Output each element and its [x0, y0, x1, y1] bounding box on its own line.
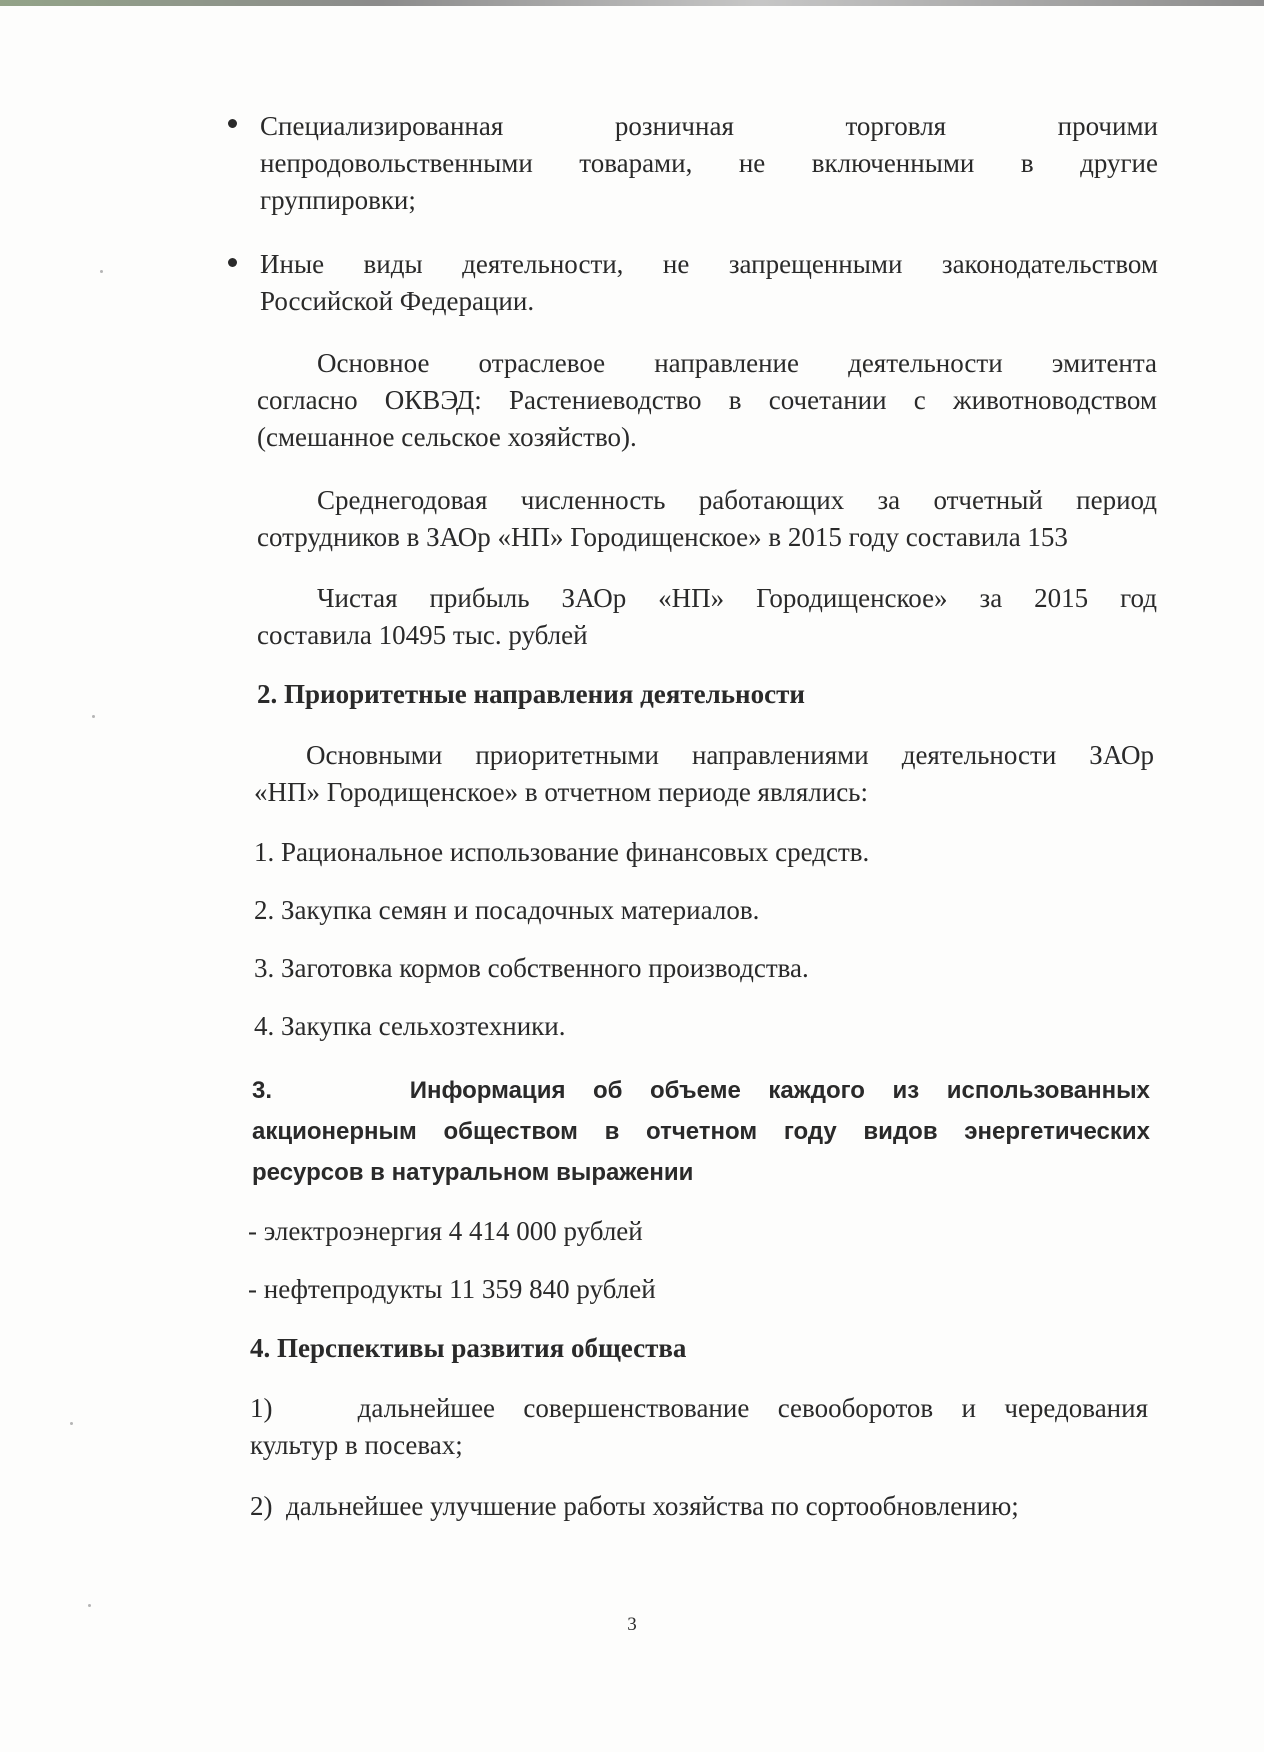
heading-text: 4. Перспективы развития общества [250, 1333, 687, 1363]
list-item: 2. Закупка семян и посадочных материалов. [254, 895, 760, 925]
heading-line: акционерным обществом в отчетном году видов энергетических [252, 1118, 1150, 1145]
text-line: сотрудников в ЗАОр «НП» Городищенское» в 2015 году составила 153 [257, 522, 1068, 552]
list-item: 3. Заготовка кормов собственного производства. [254, 953, 809, 983]
text-line: Иные виды деятельности, не запрещенными законодательством [260, 249, 1158, 279]
bullet-dot [228, 258, 237, 267]
text-line: составила 10495 тыс. рублей [257, 620, 588, 650]
section-4-heading [250, 1330, 1150, 1367]
section-2-intro [254, 737, 1154, 811]
section-2-item [254, 1008, 1154, 1045]
section-2-item [254, 950, 1154, 987]
paragraph-staff [257, 482, 1157, 556]
paragraph-profit [257, 580, 1157, 654]
text-line: 1) дальнейшее совершенствование севооборотов и чередования [250, 1393, 1148, 1423]
text-line: Среднегодовая численность работающих за отчетный период [317, 485, 1157, 515]
section-4-item [250, 1488, 1150, 1525]
energy-item [248, 1213, 1148, 1250]
section-2-heading [257, 676, 1157, 713]
text-line: 2) дальнейшее улучшение работы хозяйства по сортообновлению; [250, 1491, 1019, 1521]
text-line: Специализированная розничная торговля прочими [260, 111, 1158, 141]
text-line: группировки; [260, 185, 416, 215]
scan-speck [88, 1604, 91, 1607]
section-4-item [250, 1390, 1148, 1464]
list-item: 1. Рациональное использование финансовых средств. [254, 837, 870, 867]
section-2-item [254, 892, 1154, 929]
text-line: непродовольственными товарами, не включенными в другие [260, 148, 1158, 178]
text-line: культур в посевах; [250, 1430, 463, 1460]
text-line: согласно ОКВЭД: Растениеводство в сочетании с животноводством [257, 385, 1157, 415]
bullet-text [260, 108, 1158, 219]
text-line: (смешанное сельское хозяйство). [257, 422, 637, 452]
energy-line: - электроэнергия 4 414 000 рублей [248, 1216, 643, 1246]
scan-speck [92, 715, 95, 718]
scan-top-edge [0, 0, 1264, 6]
heading-text: 2. Приоритетные направления деятельности [257, 679, 805, 709]
bullet-text [260, 246, 1158, 320]
energy-item [248, 1271, 1148, 1308]
text-line: Основными приоритетными направлениями деятельности ЗАОр [306, 740, 1154, 770]
bullet-dot [228, 119, 237, 128]
text-line: Основное отраслевое направление деятельности эмитента [317, 348, 1157, 378]
heading-line: 3. Информация об объеме каждого из использованных [252, 1077, 1150, 1104]
scan-speck [70, 1422, 73, 1425]
energy-line: - нефтепродукты 11 359 840 рублей [248, 1274, 656, 1304]
paragraph-okved [257, 345, 1157, 456]
text-line: Российской Федерации. [260, 286, 535, 316]
text-line: Чистая прибыль ЗАОр «НП» Городищенское» за 2015 год [317, 583, 1157, 613]
heading-line: ресурсов в натуральном выражении [252, 1159, 694, 1186]
section-3-heading [252, 1070, 1150, 1193]
scan-speck [100, 270, 103, 273]
page-number: 3 [627, 1614, 637, 1635]
text-line: «НП» Городищенское» в отчетном периоде являлись: [254, 777, 868, 807]
list-item: 4. Закупка сельхозтехники. [254, 1011, 566, 1041]
section-2-item [254, 834, 1154, 871]
